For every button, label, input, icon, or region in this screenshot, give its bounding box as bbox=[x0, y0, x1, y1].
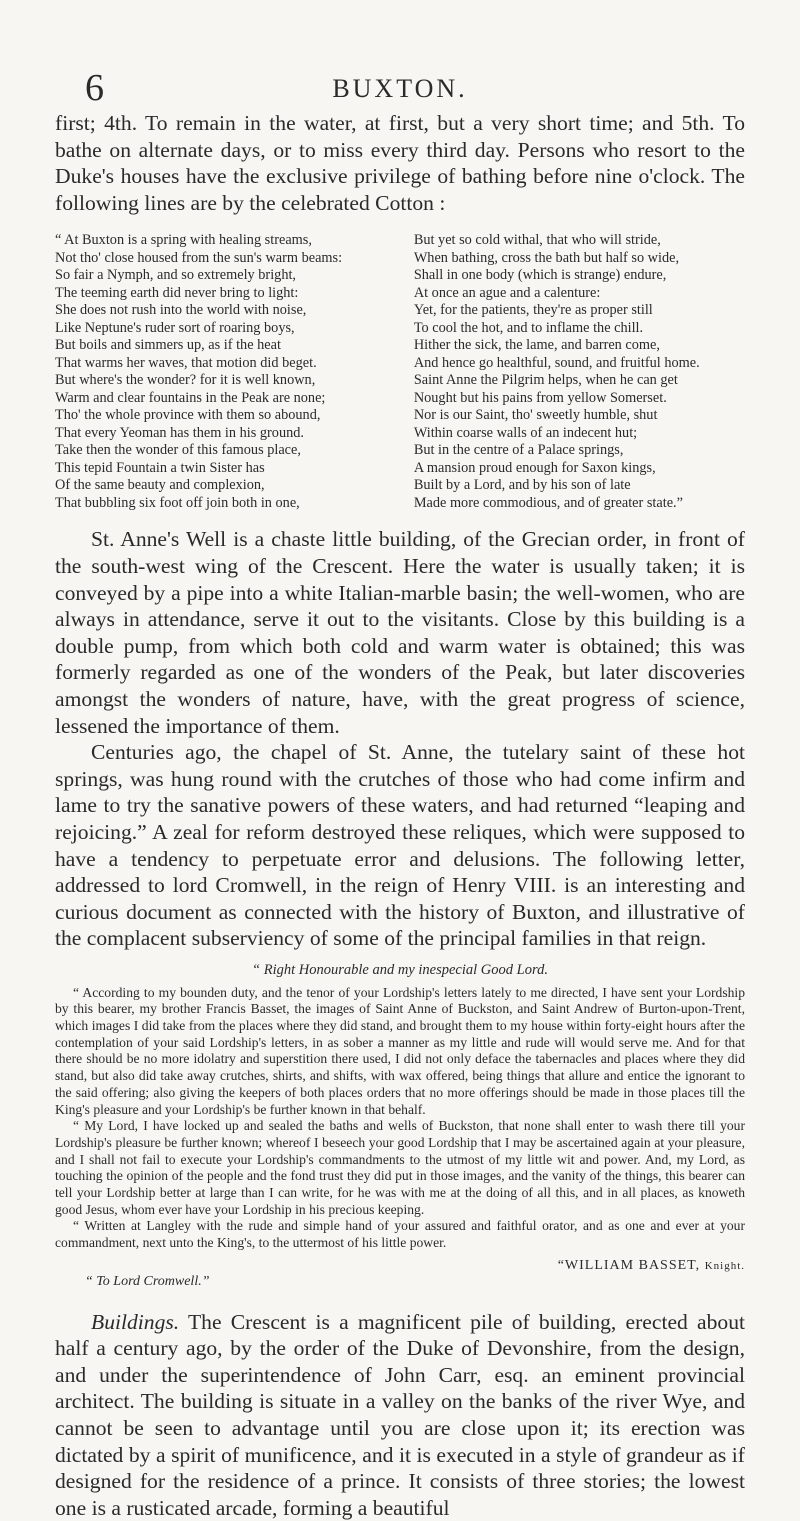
poem-line: At once an ague and a calenture: bbox=[413, 284, 601, 301]
poem-line: Tho' the whole province with them so abound, bbox=[55, 407, 321, 424]
poem-line: But in the centre of a Palace springs, bbox=[413, 442, 624, 459]
letter-paragraph: “ According to my bounden duty, and the tenor of your Lordship's letters lately to me directed, I have sent your Lordship by this bearer, my brother Francis Basset, the images of Saint Anne of Buckston, and Saint Andrew of Burton-upon-Trent, which images I did take from the places where they did stand, and brought them to my house within forty-eight hours after the contemplation of your said Lordship's letters, in as sober a manner as my little and rude will would serve me. And for that there should be no more idolatry and superstition there used, I did not only deface the tabernacles and places where they did stand, but also did take away crutches, shirts, and shifts, with wax offered, being things that allure and entice the ignorant to the said offering; also giving the keepers of both places orders that no more offerings should be made in those places till the King's pleasure and your Lordship's be further known in that behalf. bbox=[55, 984, 745, 1117]
poem-column-left bbox=[55, 232, 386, 512]
poem-line: Shall in one body (which is strange) endure, bbox=[413, 267, 667, 284]
poem-line: That warms her waves, that motion did beget. bbox=[55, 354, 317, 371]
poem-line: Yet, for the patients, they're as proper still bbox=[413, 302, 653, 319]
poem-line: Saint Anne the Pilgrim helps, when he can get bbox=[413, 372, 678, 389]
letter-paragraph: “ My Lord, I have locked up and sealed the baths and wells of Buckston, that none shall enter to wash there till your Lordship's pleasure be further known; whereof I beseech your good Lordship that I may be ascertained again at your pleasure, and I shall not fail to execute your Lordship's commandments to the utmost of my little wit and power. And, my Lord, as touching the opinion of the people and the fond trust they did put in those images, and the vanity of the things, this bearer can tell your Lordship better at large than I can write, for he was with me at the doing of all this, and in all places, as knoweth good Jesus, whom ever have your Lordship in his precious keeping. bbox=[55, 1118, 745, 1217]
poem-line: “ At Buxton is a spring with healing streams, bbox=[55, 232, 312, 249]
poem-line: Nor is our Saint, tho' sweetly humble, shut bbox=[413, 407, 658, 424]
poem-line: Within coarse walls of an indecent hut; bbox=[413, 424, 638, 441]
poem-line: And hence go healthful, sound, and fruitful home. bbox=[413, 354, 700, 371]
poem-column-right bbox=[414, 232, 745, 512]
poem-line: That every Yeoman has them in his ground. bbox=[55, 424, 304, 441]
basset-letter bbox=[55, 962, 745, 1291]
poem-line: Take then the wonder of this famous place, bbox=[55, 442, 301, 459]
poem-line: To cool the hot, and to inflame the chill. bbox=[413, 319, 644, 336]
page-number: 6 bbox=[85, 67, 104, 109]
paragraph-buildings-text: The Crescent is a magnificent pile of building, erected about half a century ago, by the order of the Duke of Devonshire, from the design, and under the superintendence of John Carr, esq. an eminent provincial architect. The building is situate in a valley on the banks of the river Wye, and cannot be seen to advantage until you are close upon it; its erection was dictated by a spirit of munificence, and it is executed in a style of grandeur as if designed for the residence of a prince. It consists of three stories; the lowest one is a rusticated arcade, forming a beautiful bbox=[55, 1309, 745, 1520]
poem-line: But yet so cold withal, that who will stride, bbox=[413, 232, 661, 249]
letter-paragraph: “ Written at Langley with the rude and simple hand of your assured and faithful orator, and as one and ever at your commandment, next unto the King's, to the uttermost of his little power. bbox=[55, 1218, 745, 1251]
poem-line: Not tho' close housed from the sun's warm beams: bbox=[55, 249, 343, 266]
poem-line: So fair a Nymph, and so extremely bright, bbox=[55, 267, 297, 284]
poem-line: Warm and clear fountains in the Peak are none; bbox=[55, 389, 326, 406]
paragraph-centuries-ago: Centuries ago, the chapel of St. Anne, the tutelary saint of these hot springs, was hung round with the crutches of those who had come infirm and lame to try the sanative powers of these waters, and had returned “leaping and rejoicing.” A zeal for reform destroyed these reliques, which were supposed to have a tendency to perpetuate error and delusions. The following letter, addressed to lord Cromwell, in the reign of Henry VIII. is an interesting and curious document as connected with the history of Buxton, and illustrative of the complacent subserviency of some of the principal families in that reign. bbox=[55, 740, 745, 951]
section-heading-buildings: Buildings. bbox=[91, 1309, 180, 1334]
letter-signature bbox=[558, 1258, 745, 1291]
paragraph-st-annes-well: St. Anne's Well is a chaste little building, of the Grecian order, in front of the south-west wing of the Crescent. Here the water is usually taken; it is conveyed by a pipe into a white Italian-marble basin; the well-women, who are always in attendance, serve it out to the visitants. Close by this building is a double pump, from which both cold and warm water is obtained; this was formerly regarded as one of the wonders of the Peak, but later discoveries amongst the wonders of nature, have, with the great progress of science, lessened the importance of them. bbox=[55, 527, 745, 738]
signature-rank: Knight. bbox=[704, 1259, 745, 1272]
poem-line: Built by a Lord, and by his son of late bbox=[413, 477, 631, 494]
poem-line: She does not rush into the world with noise, bbox=[55, 302, 307, 319]
poem-line: When bathing, cross the bath but half so wide, bbox=[413, 249, 680, 266]
running-head: BUXTON. bbox=[332, 74, 468, 103]
signature-name: “WILLIAM BASSET, bbox=[557, 1257, 705, 1273]
letter-signoff bbox=[55, 1258, 745, 1291]
paragraph-intro: first; 4th. To remain in the water, at first, but a very short time; and 5th. To bathe on alternate days, or to miss every third day. Persons who resort to the Duke's houses have the exclusive privilege of bathing before nine o'clock. The following lines are by the celebrated Cotton : bbox=[55, 111, 745, 215]
poem-line: Like Neptune's ruder sort of roaring boys, bbox=[55, 319, 295, 336]
poem-line: A mansion proud enough for Saxon kings, bbox=[413, 459, 656, 476]
poem-line: But boils and simmers up, as if the heat bbox=[55, 337, 281, 354]
cotton-poem bbox=[55, 232, 745, 512]
poem-line: Hither the sick, the lame, and barren come, bbox=[413, 337, 660, 354]
poem-line: Nought but his pains from yellow Somerset. bbox=[413, 389, 667, 406]
paragraph-buildings bbox=[55, 1309, 745, 1521]
poem-line: That bubbling six foot off join both in one, bbox=[55, 494, 300, 511]
poem-line: Of the same beauty and complexion, bbox=[55, 477, 265, 494]
poem-line: The teeming earth did never bring to light: bbox=[55, 284, 299, 301]
poem-line: Made more commodious, and of greater state.” bbox=[413, 494, 683, 511]
page-header bbox=[55, 0, 745, 110]
poem-line: But where's the wonder? for it is well known, bbox=[55, 372, 316, 389]
poem-line: This tepid Fountain a twin Sister has bbox=[55, 459, 265, 476]
letter-addressee: “ To Lord Cromwell.” bbox=[85, 1273, 210, 1289]
letter-salutation: “ Right Honourable and my inespecial Good Lord. bbox=[252, 961, 548, 978]
